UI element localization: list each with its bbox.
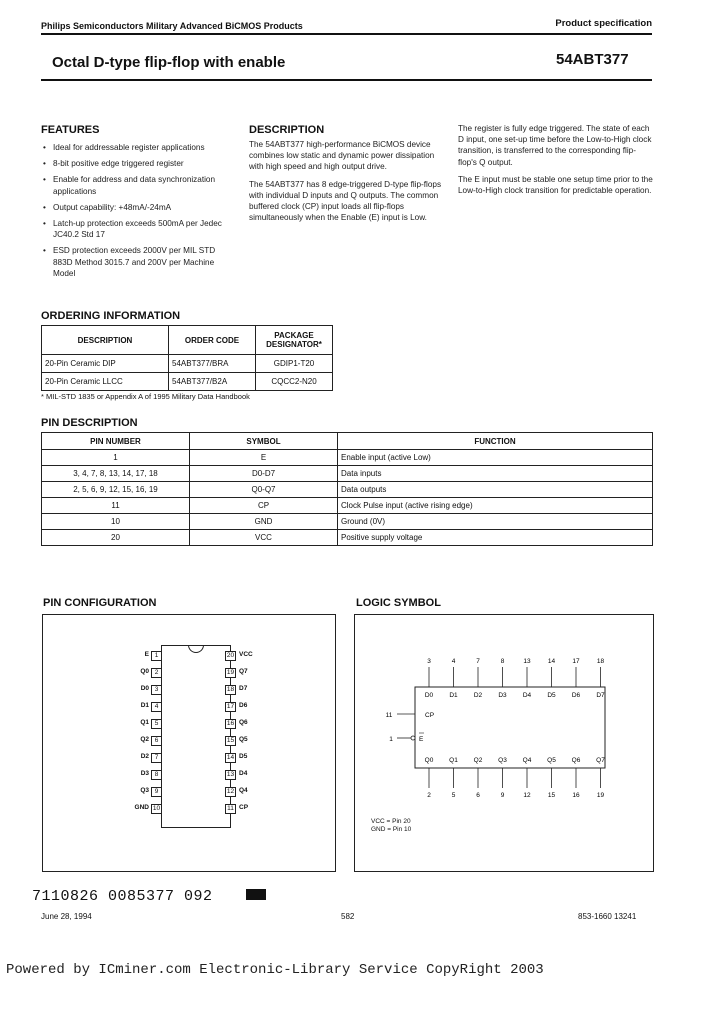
table-cell: CP <box>190 498 338 514</box>
table-row <box>42 450 653 466</box>
table-cell: Data inputs <box>338 466 653 482</box>
logic-notes <box>371 818 411 834</box>
output-label: Q6 <box>571 757 581 764</box>
pin-number: 12 <box>226 788 235 795</box>
ordering-heading: ORDERING INFORMATION <box>41 310 181 322</box>
output-label: Q1 <box>449 757 458 764</box>
table-cell: GDIP1-T20 <box>256 355 333 373</box>
pin-label: D3 <box>140 770 149 777</box>
pin-label: CP <box>239 804 249 811</box>
pin-number: 16 <box>226 720 235 727</box>
table-cell: D0-D7 <box>190 466 338 482</box>
table-row <box>42 530 653 546</box>
feature-item: • Latch-up protection exceeds 500mA per Jedec JC40.2 Std 17 <box>43 218 233 240</box>
input-label: D1 <box>449 692 458 699</box>
feature-item: • ESD protection exceeds 2000V per MIL STD 883D Method 3015.7 and 200V per Machine Model <box>43 245 233 279</box>
pin-label: Q4 <box>239 787 248 794</box>
pin-label: D6 <box>239 702 248 709</box>
barcode-block <box>246 889 266 900</box>
top-pin-number: 17 <box>572 658 580 665</box>
table-row <box>42 355 333 373</box>
ordering-col-description: DESCRIPTION <box>42 326 169 355</box>
header-rule <box>41 33 652 35</box>
input-label: D2 <box>473 692 483 699</box>
bottom-pin-number: 16 <box>572 792 580 799</box>
top-pin-number: 3 <box>427 658 431 665</box>
pin-number: 19 <box>226 669 235 676</box>
pin-number: 4 <box>151 702 162 712</box>
pin-number: 15 <box>226 737 235 744</box>
pin-col-symbol: SYMBOL <box>190 433 338 450</box>
pin-label: D4 <box>239 770 248 777</box>
table-cell: 20-Pin Ceramic DIP <box>42 355 169 373</box>
table-cell: CQCC2-N20 <box>256 373 333 391</box>
input-label: D0 <box>424 692 434 699</box>
ordering-table <box>41 325 333 391</box>
table-row <box>42 466 653 482</box>
table-cell: Data outputs <box>338 482 653 498</box>
pin-label: D2 <box>140 753 149 760</box>
logic-block <box>415 687 605 768</box>
pin-label: GND <box>134 804 149 811</box>
table-cell: Enable input (active Low) <box>338 450 653 466</box>
pin-number: 17 <box>226 703 235 710</box>
bottom-pin-number: 5 <box>451 792 456 799</box>
table-cell: VCC <box>190 530 338 546</box>
table-cell: 54ABT377/BRA <box>169 355 256 373</box>
pin-label: Q0 <box>140 668 149 675</box>
table-row <box>42 498 653 514</box>
pin-number: 8 <box>151 770 162 780</box>
input-label: D6 <box>571 692 581 699</box>
company-header: Philips Semiconductors Military Advanced BiCMOS Products <box>41 21 303 31</box>
table-cell: 20 <box>42 530 190 546</box>
output-label: Q0 <box>424 757 434 764</box>
table-cell: Q0-Q7 <box>190 482 338 498</box>
pin-number: 3 <box>151 685 162 695</box>
table-cell: 2, 5, 6, 9, 12, 15, 16, 19 <box>42 482 190 498</box>
bottom-pin-number: 2 <box>427 792 431 799</box>
part-number: 54ABT377 <box>556 51 629 68</box>
top-pin-number: 7 <box>476 658 480 665</box>
output-label: Q7 <box>596 757 605 764</box>
table-cell: Ground (0V) <box>338 514 653 530</box>
cp-label: CP <box>425 712 435 719</box>
note-gnd: GND = Pin 10 <box>371 826 412 833</box>
watermark: Powered by ICminer.com Electronic-Library Service CopyRight 2003 <box>6 962 544 978</box>
table-row <box>42 482 653 498</box>
pin-config-box <box>42 614 336 872</box>
table-row <box>42 514 653 530</box>
pin-number: 13 <box>226 771 235 778</box>
bottom-pin-number: 19 <box>596 792 605 799</box>
logic-symbol-box <box>354 614 654 872</box>
page-title: Octal D-type flip-flop with enable <box>52 54 286 71</box>
logic-symbol-heading: LOGIC SYMBOL <box>356 597 441 609</box>
e-pin-number: 1 <box>389 736 393 743</box>
pin-number: 10 <box>152 805 161 812</box>
pin-label: Q7 <box>239 668 248 675</box>
description-p3: The register is fully edge triggered. The state of each D input, one set-up time before the Low-to-High clock transition, is transferred to the corresponding flip-flop's Q output. <box>458 124 652 167</box>
output-label: Q2 <box>473 757 483 764</box>
footer-date: June 28, 1994 <box>41 912 92 921</box>
table-cell: Clock Pulse input (active rising edge) <box>338 498 653 514</box>
pin-description-heading: PIN DESCRIPTION <box>41 417 138 429</box>
table-cell: 10 <box>42 514 190 530</box>
description-p1: The 54ABT377 high-performance BiCMOS device combines low static and dynamic power dissipation with high speed and high output drive. <box>249 140 435 172</box>
description-heading: DESCRIPTION <box>249 124 325 136</box>
pin-number: 18 <box>226 686 235 693</box>
feature-item: • Enable for address and data synchronization applications <box>43 174 233 196</box>
pin-label: Q2 <box>140 736 149 743</box>
pin-number: 5 <box>151 719 162 729</box>
input-label: D5 <box>547 692 556 699</box>
table-cell: E <box>190 450 338 466</box>
output-label: Q3 <box>498 757 507 764</box>
pin-label: Q5 <box>239 736 248 743</box>
description-col1 <box>249 139 444 223</box>
top-pin-number: 8 <box>500 658 505 665</box>
feature-item: • Output capability: +48mA/-24mA <box>43 202 233 213</box>
pin-col-function: FUNCTION <box>338 433 653 450</box>
pin-number: 1 <box>151 651 162 661</box>
description-col2 <box>458 123 653 196</box>
pin-number: 7 <box>151 753 162 763</box>
description-p4: The E input must be stable one setup time prior to the Low-to-High clock transition for predictable operation. <box>458 174 653 196</box>
pin-label: D0 <box>140 685 149 692</box>
note-vcc: VCC = Pin 20 <box>371 818 411 825</box>
pin-label: D7 <box>239 685 248 692</box>
table-cell: 54ABT377/B2A <box>169 373 256 391</box>
table-cell: 1 <box>42 450 190 466</box>
bottom-pin-number: 9 <box>500 792 505 799</box>
input-label: D4 <box>522 692 532 699</box>
pin-label: E <box>144 651 149 658</box>
pin-config-heading: PIN CONFIGURATION <box>43 597 157 609</box>
ordering-col-order-code: ORDER CODE <box>169 326 256 355</box>
description-p2: The 54ABT377 has 8 edge-triggered D-type flip-flops with individual D inputs and Q outputs. The common buffered clock (CP) input loads all flip-flops simultaneously when the Enable (E) input is Low. <box>249 179 442 223</box>
features-list <box>43 142 233 284</box>
bottom-pin-number: 12 <box>523 792 531 799</box>
e-label: E <box>419 736 424 743</box>
pin-label: VCC <box>239 651 253 658</box>
dip-package <box>161 645 231 828</box>
title-rule <box>41 79 652 81</box>
top-pin-number: 4 <box>451 658 456 665</box>
pin-number: 14 <box>226 754 235 761</box>
features-heading: FEATURES <box>41 124 100 136</box>
table-cell: GND <box>190 514 338 530</box>
table-cell: 3, 4, 7, 8, 13, 14, 17, 18 <box>42 466 190 482</box>
table-cell: 20-Pin Ceramic LLCC <box>42 373 169 391</box>
bottom-pin-number: 6 <box>476 792 480 799</box>
output-label: Q5 <box>547 757 556 764</box>
pin-label: D5 <box>239 753 248 760</box>
feature-item: • 8-bit positive edge triggered register <box>43 158 233 169</box>
table-cell: 11 <box>42 498 190 514</box>
pin-col-number: PIN NUMBER <box>42 433 190 450</box>
ordering-footnote: * MIL-STD 1835 or Appendix A of 1995 Military Data Handbook <box>41 392 250 401</box>
pin-number: 11 <box>225 804 236 814</box>
pin-description-table <box>41 432 653 546</box>
pin-number: 20 <box>226 652 235 659</box>
table-cell: Positive supply voltage <box>338 530 653 546</box>
input-label: D7 <box>596 692 605 699</box>
dip-notch <box>188 645 204 653</box>
bottom-pin-number: 15 <box>547 792 556 799</box>
input-label: D3 <box>498 692 507 699</box>
feature-item: • Ideal for addressable register applications <box>43 142 233 153</box>
barcode-text: 7110826 0085377 092 <box>32 888 213 905</box>
e-inversion-bubble <box>411 736 415 740</box>
doc-type: Product specification <box>555 18 652 29</box>
pin-label: Q3 <box>140 787 149 794</box>
cp-pin-number: 11 <box>385 712 393 719</box>
table-row <box>42 373 333 391</box>
footer-doc-number: 853-1660 13241 <box>578 912 637 921</box>
pin-label: Q6 <box>239 719 248 726</box>
footer-page: 582 <box>341 912 355 921</box>
pin-number: 6 <box>151 736 162 746</box>
ordering-col-package: PACKAGE DESIGNATOR* <box>256 326 333 355</box>
top-pin-number: 13 <box>523 658 531 665</box>
pin-number: 9 <box>151 787 162 797</box>
top-pin-number: 18 <box>596 658 605 665</box>
output-label: Q4 <box>522 757 532 764</box>
pin-label: Q1 <box>140 719 149 726</box>
top-pin-number: 14 <box>547 658 556 665</box>
pin-number: 2 <box>151 668 162 678</box>
pin-label: D1 <box>140 702 149 709</box>
